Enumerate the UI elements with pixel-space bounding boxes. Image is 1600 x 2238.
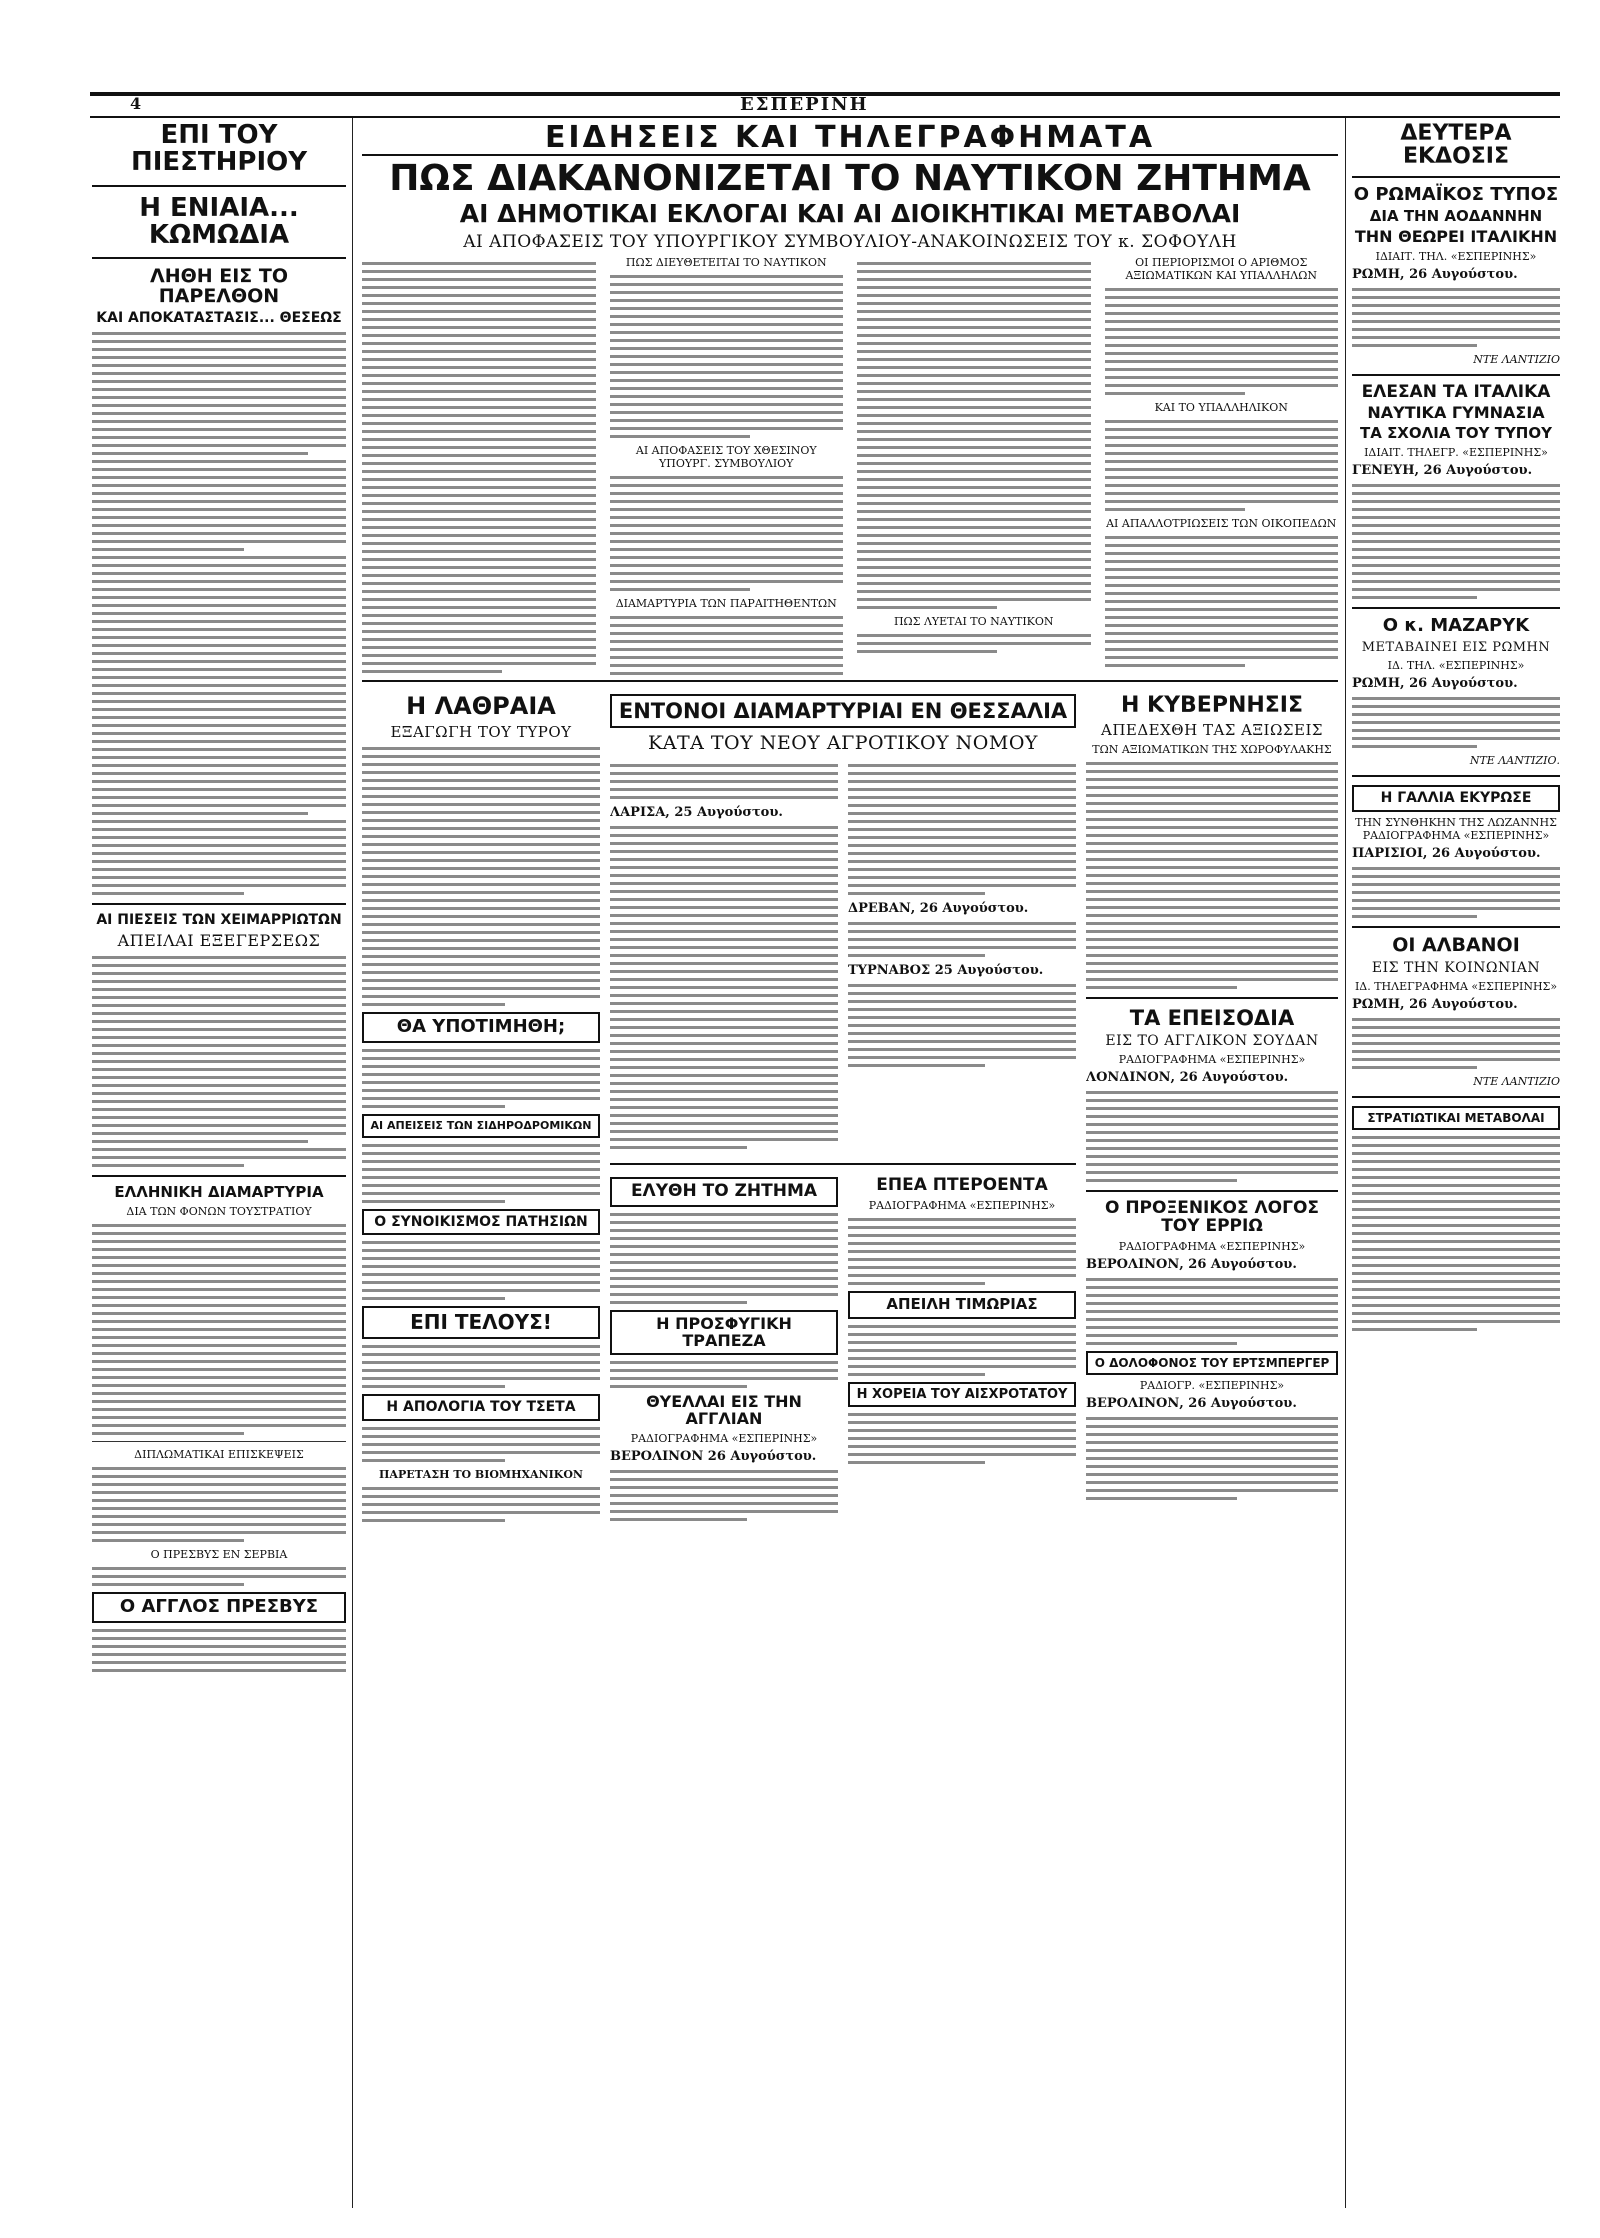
- article-body: [610, 764, 838, 799]
- article-body: [1105, 288, 1339, 395]
- story-column: [848, 758, 1076, 1155]
- section-title: Ο ΔΟΛΟΦΟΝΟΣ ΤΟΥ ΕΡΤΣΜΠΕΡΓΕΡ: [1086, 1351, 1338, 1376]
- dateline: ΒΕΡΟΛΙΝΟΝ 26 Αυγούστου.: [610, 1449, 817, 1465]
- story-subhead: ΠΩΣ ΔΙΕΥΘΕΤΕΙΤΑΙ ΤΟ ΝΑΥΤΙΚΟΝ: [625, 255, 827, 269]
- story-subhead: ΚΑΙ ΤΟ ΥΠΑΛΛΗΛΙΚΟΝ: [1154, 400, 1288, 414]
- signature: ΝΤΕ ΛΑΝΤΙΖΙΟ: [1473, 1074, 1560, 1088]
- article-body: [848, 1218, 1076, 1285]
- page-number: 4: [130, 94, 142, 113]
- section-title: ΑΠΕΙΛΗ ΤΙΜΩΡΙΑΣ: [848, 1291, 1076, 1319]
- article-body: [1352, 1136, 1560, 1331]
- story-subhead: ΑΙ ΑΠΑΛΛΟΤΡΙΩΣΕΙΣ ΤΩΝ ΟΙΚΟΠΕΔΩΝ: [1106, 516, 1337, 530]
- article-body: [610, 826, 838, 1149]
- article-body: [1105, 420, 1339, 511]
- source: ΙΔ. ΤΗΛ. «ΕΣΠΕΡΙΝΗΣ»: [1387, 658, 1525, 672]
- section-title: ΔΙΠΛΩΜΑΤΙΚΑΙ ΕΠΙΣΚΕΨΕΙΣ: [134, 1448, 304, 1462]
- dateline: ΤΥΡΝΑΒΟΣ 25 Αυγούστου.: [848, 963, 1044, 979]
- article-body: [857, 634, 1091, 653]
- subheadline: ΚΑΙ ΑΠΟΚΑΤΑΣΤΑΣΙΣ... ΘΕΣΕΩΣ: [96, 310, 342, 327]
- article-body: [362, 262, 596, 673]
- dateline: ΡΩΜΗ, 26 Αυγούστου.: [1352, 675, 1518, 691]
- story-column: [362, 256, 596, 678]
- article-body: [362, 1049, 600, 1108]
- section-title: ΣΤΡΑΤΙΩΤΙΚΑΙ ΜΕΤΑΒΟΛΑΙ: [1352, 1106, 1560, 1131]
- dateline: ΡΩΜΗ, 26 Αυγούστου.: [1352, 996, 1518, 1012]
- section-subtitle: ΕΞΑΓΩΓΗ ΤΟΥ ΤΥΡΟΥ: [390, 723, 572, 742]
- story-column: [1105, 256, 1339, 678]
- article-body: [1352, 697, 1560, 748]
- article-body: [92, 1467, 346, 1542]
- section-subtitle: ΤΩΝ ΑΞΙΩΜΑΤΙΚΩΝ ΤΗΣ ΧΩΡΟΦΥΛΑΚΗΣ: [1092, 743, 1332, 757]
- main-subheadline: ΑΙ ΔΗΜΟΤΙΚΑΙ ΕΚΛΟΓΑΙ ΚΑΙ ΑΙ ΔΙΟΙΚΗΤΙΚΑΙ ΜΕΤΑΒΟΛΑΙ: [459, 199, 1241, 229]
- section-title: Η ΠΡΟΣΦΥΓΙΚΗ ΤΡΑΠΕΖΑ: [610, 1310, 838, 1356]
- headline: ΕΠΙ ΤΟΥ ΠΙΕΣΤΗΡΙΟΥ: [130, 120, 308, 178]
- divider: [610, 1163, 1076, 1165]
- article-body: [610, 476, 844, 591]
- dateline: ΒΕΡΟΛΙΝΟΝ, 26 Αυγούστου.: [1086, 1396, 1297, 1412]
- radio-source: ΡΑΔΙΟΓΡΑΦΗΜΑ «ΕΣΠΕΡΙΝΗΣ»: [868, 1198, 1056, 1212]
- dateline: ΛΑΡΙΣΑ, 25 Αυγούστου.: [610, 805, 783, 821]
- article-body: [362, 1241, 600, 1300]
- section-title: ΠΑΡΕΤΑΣΗ ΤΟ ΒΙΟΜΗΧΑΝΙΚΟΝ: [379, 1468, 583, 1481]
- divider: [1352, 176, 1560, 178]
- radio-source: ΡΑΔΙΟΓΡΑΦΗΜΑ «ΕΣΠΕΡΙΝΗΣ»: [630, 1432, 818, 1446]
- article-body: [848, 1413, 1076, 1464]
- article-body: [362, 747, 600, 1006]
- article-body: [610, 1470, 838, 1521]
- article-body: [92, 332, 346, 895]
- radio-source: ΡΑΔΙΟΓΡΑΦΗΜΑ «ΕΣΠΕΡΙΝΗΣ»: [1118, 1239, 1306, 1253]
- dateline: ΛΟΝΔΙΝΟΝ, 26 Αυγούστου.: [1086, 1070, 1289, 1086]
- story-column: [857, 256, 1091, 678]
- section-subtitle: ΚΑΤΑ ΤΟΥ ΝΕΟΥ ΑΓΡΟΤΙΚΟΥ ΝΟΜΟΥ: [648, 732, 1038, 755]
- divider: [92, 1441, 346, 1442]
- section-banner: ΕΙΔΗΣΕΙΣ ΚΑΙ ΤΗΛΕΓΡΑΦΗΜΑΤΑ: [362, 122, 1338, 156]
- divider: [1352, 1096, 1560, 1098]
- article-body: [610, 275, 844, 438]
- story-subhead: ΟΙ ΠΕΡΙΟΡΙΣΜΟΙ Ο ΑΡΙΘΜΟΣ ΑΞΙΩΜΑΤΙΚΩΝ ΚΑΙ ΥΠΑΛΛΗΛΩΝ: [1125, 255, 1317, 282]
- article-body: [1352, 1018, 1560, 1069]
- section-title: ΟΙ ΑΛΒΑΝΟΙ: [1392, 933, 1520, 956]
- article-body: [848, 922, 1076, 957]
- story-subhead: ΔΙΑΜΑΡΤΥΡΙΑ ΤΩΝ ΠΑΡΑΙΤΗΘΕΝΤΩΝ: [615, 596, 837, 610]
- story-column: [610, 1173, 838, 1527]
- lower-left-column: [362, 690, 600, 2208]
- story-subhead: ΠΩΣ ΛΥΕΤΑΙ ΤΟ ΝΑΥΤΙΚΟΝ: [893, 614, 1054, 628]
- divider: [1086, 1190, 1338, 1192]
- divider: [1352, 607, 1560, 609]
- main-story-columns: [362, 256, 1338, 678]
- story-columns: [610, 1173, 1076, 1527]
- divider: [92, 257, 346, 259]
- section-subtitle: ΜΕΤΑΒΑΙΝΕΙ ΕΙΣ ΡΩΜΗΝ: [1361, 639, 1551, 655]
- source: ΙΔΙΑΙΤ. ΤΗΛ. «ΕΣΠΕΡΙΝΗΣ»: [1375, 249, 1537, 263]
- headline: Η ΕΝΙΑΙΑ... ΚΩΜΩΔΙΑ: [139, 192, 299, 250]
- section-title: Ο ΡΩΜΑΪΚΟΣ ΤΥΠΟΣ: [1353, 184, 1559, 206]
- article-body: [92, 956, 346, 1167]
- right-column: [1352, 118, 1560, 2208]
- article-body: [362, 1345, 600, 1388]
- section-title: ΕΠΕΑ ΠΤΕΡΟΕΝΤΑ: [876, 1175, 1048, 1196]
- article-body: [857, 262, 1091, 609]
- article-body: [610, 616, 844, 678]
- section-title: ΤΗΝ ΘΕΩΡΕΙ ΙΤΑΛΙΚΗΝ: [1354, 226, 1558, 246]
- column-rule: [352, 118, 353, 2208]
- article-body: [1086, 1091, 1338, 1182]
- dateline: ΔΡΕΒΑΝ, 26 Αυγούστου.: [848, 901, 1029, 917]
- section-subtitle: ΕΙΣ ΤΟ ΑΓΓΛΙΚΟΝ ΣΟΥΔΑΝ: [1105, 1033, 1319, 1050]
- article-body: [1105, 536, 1339, 667]
- section-title: Ο κ. ΜΑΖΑΡΥΚ: [1382, 615, 1530, 637]
- article-body: [848, 764, 1076, 895]
- source: ΙΔΙΑΙΤ. ΤΗΛΕΓΡ. «ΕΣΠΕΡΙΝΗΣ»: [1364, 446, 1548, 460]
- section-title: ΕΛΛΗΝΙΚΗ ΔΙΑΜΑΡΤΥΡΙΑ: [114, 1183, 324, 1202]
- lower-right-center-column: [1086, 690, 1338, 2208]
- section-banner: ΔΕΥΤΕΡΑ ΕΚΔΟΣΙΣ: [1400, 121, 1512, 170]
- section-title: Η ΚΥΒΕΡΝΗΣΙΣ: [1120, 693, 1304, 718]
- column-rule: [1345, 118, 1346, 2208]
- divider: [1352, 926, 1560, 928]
- article-body: [92, 1224, 346, 1435]
- section-subtitle: ΔΙΑ ΤΩΝ ΦΟΝΩΝ ΤΟΥΣΤΡΑΤΙΟΥ: [126, 1205, 312, 1219]
- signature: ΝΤΕ ΛΑΝΤΙΖΙΟ: [1473, 352, 1560, 366]
- radio-source: ΡΑΔΙΟΓΡ. «ΕΣΠΕΡΙΝΗΣ»: [1139, 1379, 1285, 1393]
- source: ΡΑΔΙΟΓΡΑΦΗΜΑ «ΕΣΠΕΡΙΝΗΣ»: [1362, 828, 1550, 842]
- article-body: [610, 1361, 838, 1388]
- section-title: ΘΑ ΥΠΟΤΙΜΗΘΗ;: [362, 1012, 600, 1043]
- section-title: ΑΙ ΠΙΕΣΕΙΣ ΤΩΝ ΧΕΙΜΑΡΡΙΩΤΩΝ: [96, 911, 342, 928]
- divider: [1352, 775, 1560, 777]
- section-subtitle: ΤΗΝ ΣΥΝΘΗΚΗΝ ΤΗΣ ΛΩΖΑΝΝΗΣ: [1355, 815, 1557, 829]
- section-title: ΤΑ ΕΠΕΙΣΟΔΙΑ: [1129, 1006, 1295, 1031]
- section-title: Ο ΣΥΝΟΙΚΙΣΜΟΣ ΠΑΤΗΣΙΩΝ: [362, 1209, 600, 1236]
- headline: ΛΗΘΗ ΕΙΣ ΤΟ ΠΑΡΕΛΘΟΝ: [149, 265, 289, 308]
- section-subtitle: ΕΙΣ ΤΗΝ ΚΟΙΝΩΝΙΑΝ: [1371, 959, 1541, 976]
- section-title: ΝΑΥΤΙΚΑ ΓΥΜΝΑΣΙΑ: [1367, 403, 1545, 423]
- section-title: Η ΑΠΟΛΟΓΙΑ ΤΟΥ ΤΣΕΤΑ: [362, 1394, 600, 1421]
- section-title: Ο ΑΓΓΛΟΣ ΠΡΕΣΒΥΣ: [92, 1592, 346, 1623]
- article-body: [362, 1144, 600, 1203]
- article-body: [610, 1213, 838, 1304]
- story-column: [848, 1173, 1076, 1527]
- section-title: ΕΠΙ ΤΕΛΟΥΣ!: [362, 1306, 600, 1339]
- left-column: [92, 118, 346, 2208]
- dateline: ΓΕΝΕΥΗ, 26 Αυγούστου.: [1352, 463, 1533, 479]
- radio-source: ΡΑΔΙΟΓΡΑΦΗΜΑ «ΕΣΠΕΡΙΝΗΣ»: [1118, 1053, 1306, 1067]
- section-title: Ο ΠΡΟΞΕΝΙΚΟΣ ΛΟΓΟΣ ΤΟΥ ΕΡΡΙΩ: [1104, 1198, 1320, 1236]
- masthead: [90, 92, 1560, 118]
- article-body: [848, 984, 1076, 1067]
- dateline: ΠΑΡΙΣΙΟΙ, 26 Αυγούστου.: [1352, 845, 1541, 861]
- section-title: Η ΧΟΡΕΙΑ ΤΟΥ ΑΙΣΧΡΟΤΑΤΟΥ: [848, 1382, 1076, 1408]
- article-body: [362, 1427, 600, 1462]
- article-body: [1352, 288, 1560, 347]
- article-body: [92, 1567, 346, 1586]
- article-body: [1086, 1417, 1338, 1500]
- newspaper-name: ΕΣΠΕΡΙΝΗ: [740, 94, 869, 115]
- dateline: ΒΕΡΟΛΙΝΟΝ, 26 Αυγούστου.: [1086, 1256, 1297, 1272]
- divider: [1352, 374, 1560, 376]
- story-column: [610, 758, 838, 1155]
- section-title: ΕΛΥΘΗ ΤΟ ΖΗΤΗΜΑ: [610, 1177, 838, 1207]
- section-title: ΘΥΕΛΛΑΙ ΕΙΣ ΤΗΝ ΑΓΓΛΙΑΝ: [646, 1392, 802, 1429]
- section-title: ΑΙ ΑΠΕΙΣΕΙΣ ΤΩΝ ΣΙΔΗΡΟΔΡΟΜΙΚΩΝ: [362, 1114, 600, 1138]
- story-column: [610, 256, 844, 678]
- divider: [92, 903, 346, 905]
- divider: [92, 1175, 346, 1177]
- main-deck: ΑΙ ΑΠΟΦΑΣΕΙΣ ΤΟΥ ΥΠΟΥΡΓΙΚΟΥ ΣΥΜΒΟΥΛΙΟΥ-ΑΝΑΚΟΙΝΩΣΕΙΣ ΤΟΥ κ. ΣΟΦΟΥΛΗ: [463, 231, 1237, 252]
- signature: ΝΤΕ ΛΑΝΤΙΖΙΟ.: [1469, 753, 1560, 767]
- dateline: ΡΩΜΗ, 26 Αυγούστου.: [1352, 266, 1518, 282]
- section-title: ΔΙΑ ΤΗΝ ΑΟΔΑΝΝΗΝ: [1369, 207, 1543, 226]
- section-title: Η ΓΑΛΛΙΑ ΕΚΥΡΩΣΕ: [1352, 785, 1560, 812]
- section-subtitle: ΑΠΕΙΛΑΙ ΕΞΕΓΕΡΣΕΩΣ: [117, 931, 321, 951]
- main-story: [362, 118, 1338, 678]
- article-body: [362, 1487, 600, 1522]
- divider: [362, 680, 1338, 682]
- article-body: [1086, 1278, 1338, 1345]
- source: ΙΔ. ΤΗΛΕΓΡΑΦΗΜΑ «ΕΣΠΕΡΙΝΗΣ»: [1354, 979, 1558, 993]
- article-body: [1352, 484, 1560, 599]
- section-title: ΕΛΕΣΑΝ ΤΑ ΙΤΑΛΙΚΑ: [1361, 381, 1551, 402]
- section-title: Ο ΠΡΕΣΒΥΣ ΕΝ ΣΕΡΒΙΑ: [150, 1548, 288, 1562]
- section-title: Η ΛΑΘΡΑΙΑ: [406, 692, 556, 720]
- section-subtitle: ΑΠΕΔΕΧΘΗ ΤΑΣ ΑΞΙΩΣΕΙΣ: [1100, 721, 1324, 740]
- article-body: [1352, 867, 1560, 918]
- article-body: [848, 1325, 1076, 1376]
- article-body: [1086, 762, 1338, 989]
- divider: [92, 185, 346, 187]
- story-columns: [610, 758, 1076, 1155]
- main-headline: ΠΩΣ ΔΙΑΚΑΝΟΝΙΖΕΤΑΙ ΤΟ ΝΑΥΤΙΚΟΝ ΖΗΤΗΜΑ: [389, 157, 1311, 199]
- divider: [1086, 997, 1338, 999]
- section-title: ΤΑ ΣΧΟΛΙΑ ΤΟΥ ΤΥΠΟΥ: [1360, 424, 1552, 443]
- section-title: ΕΝΤΟΝΟΙ ΔΙΑΜΑΡΤΥΡΙΑΙ ΕΝ ΘΕΣΣΑΛΙΑ: [610, 694, 1076, 728]
- lower-center-column: [610, 690, 1076, 2208]
- article-body: [92, 1629, 346, 1672]
- story-subhead: ΑΙ ΑΠΟΦΑΣΕΙΣ ΤΟΥ ΧΘΕΣΙΝΟΥ ΥΠΟΥΡΓ. ΣΥΜΒΟΥΛΙΟΥ: [635, 443, 817, 470]
